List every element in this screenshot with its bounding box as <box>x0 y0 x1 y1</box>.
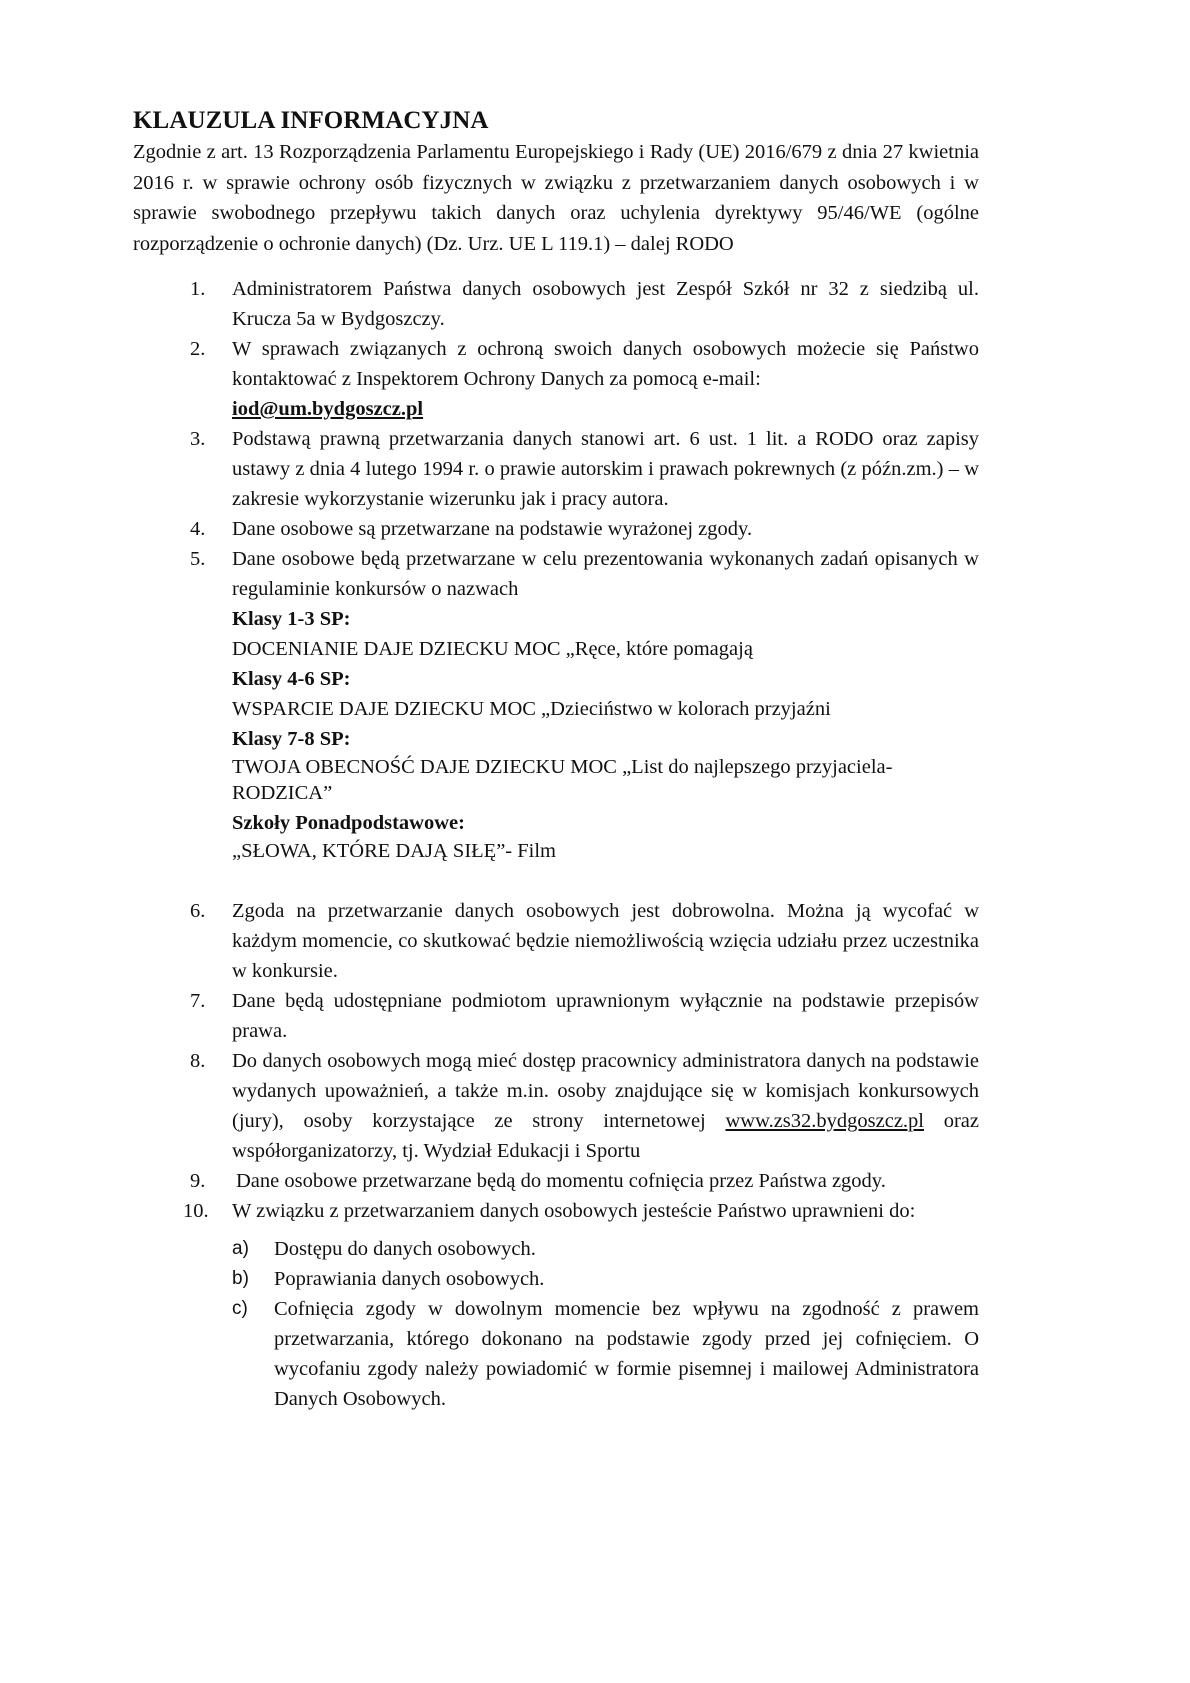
item-text: Dane osobowe będą przetwarzane w celu prezentowania wykonanych zadań opisanych w regulaminie konkursów o nazwach Klasy 1-3 SP: DOCENIANIE DAJE DZIECKU MOC „Ręce, które pomagają Klasy 4-6 SP: WSPARCIE DAJE DZIECKU MOC „Dzieciństwo w kolorach przyjaźni Klasy 7-8 SP: TWOJA OBECNOŚĆ DAJE DZIECKU MOC „List do najlepszego przyjaciela-RODZICA” Szkoły Ponadpodstawowe: „SŁOWA, KTÓRE DAJĄ SIŁĘ”- Film <box>232 544 979 866</box>
spacer <box>190 866 979 896</box>
item-text: Dane osobowe przetwarzane będą do momentu cofnięcia przez Państwa zgody. <box>236 1170 886 1192</box>
letter-marker: c) <box>232 1298 248 1319</box>
rights-item-a <box>232 1234 979 1264</box>
item-number: 5. <box>190 548 206 570</box>
item-text: Do danych osobowych mogą mieć dostęp pracownicy administratora danych na podstawie wydanych upoważnień, a także m.in. osoby znajdujące się w komisjach konkursowych (jury), osoby korzystające ze strony internetowej www.zs32.bydgoszcz.pl oraz współorganizatorzy, tj. Wydział Edukacji i Sportu <box>232 1050 979 1162</box>
list-item-2 <box>190 334 979 424</box>
item-number: 8. <box>190 1050 206 1072</box>
rights-text: Poprawiania danych osobowych. <box>274 1268 545 1290</box>
contest-group: Klasy 1-3 SP: <box>232 608 351 630</box>
item-number: 6. <box>190 900 206 922</box>
item-number: 2. <box>190 338 206 360</box>
intro-paragraph: Zgodnie z art. 13 Rozporządzenia Parlamentu Europejskiego i Rady (UE) 2016/679 z dnia 27 kwietnia 2016 r. w sprawie ochrony osób fizycznych w związku z przetwarzaniem danych osobowych i w sprawie swobodnego przepływu takich danych oraz uchylenia dyrektywy 95/46/WE (ogólne rozporządzenie o ochronie danych) (Dz. Urz. UE L 119.1) – dalej RODO <box>133 141 979 255</box>
list-item-5 <box>190 544 979 866</box>
contest-name: TWOJA OBECNOŚĆ DAJE DZIECKU MOC „List do najlepszego przyjaciela-RODZICA” <box>232 756 893 804</box>
list-item-4 <box>190 514 979 544</box>
item-text: W związku z przetwarzaniem danych osobowych jesteście Państwo uprawnieni do: <box>232 1200 916 1222</box>
item-number: 3. <box>190 428 206 450</box>
list-item-7 <box>190 986 979 1046</box>
contest-name: WSPARCIE DAJE DZIECKU MOC „Dzieciństwo w kolorach przyjaźni <box>232 698 831 720</box>
email-link[interactable]: iod@um.bydgoszcz.pl <box>232 398 424 420</box>
document-title: KLAUZULA INFORMACYJNA <box>133 107 489 134</box>
website-link[interactable]: www.zs32.bydgoszcz.pl <box>725 1110 924 1132</box>
item-text: Dane będą udostępniane podmiotom uprawnionym wyłącznie na podstawie przepisów prawa. <box>232 990 979 1042</box>
item-number: 10. <box>183 1200 209 1222</box>
contest-name: „SŁOWA, KTÓRE DAJĄ SIŁĘ”- Film <box>232 840 556 862</box>
list-item-8 <box>190 1046 979 1166</box>
contest-group: Klasy 7-8 SP: <box>232 728 351 750</box>
list-item-1 <box>190 274 979 334</box>
list-item-3 <box>190 424 979 514</box>
list-item-9 <box>190 1166 979 1196</box>
item-text: Dane osobowe są przetwarzane na podstawie wyrażonej zgody. <box>232 518 753 540</box>
item-text: W sprawach związanych z ochroną swoich danych osobowych możecie się Państwo kontaktować z Inspektorem Ochrony Danych za pomocą e-mail: iod@um.bydgoszcz.pl <box>232 338 979 420</box>
rights-list <box>232 1234 979 1414</box>
list-item-10 <box>183 1196 979 1226</box>
item-number: 7. <box>190 990 206 1012</box>
item-number: 1. <box>190 278 206 300</box>
item-text: Administratorem Państwa danych osobowych jest Zespół Szkół nr 32 z siedzibą ul. Krucza 5a w Bydgoszczy. <box>232 278 979 330</box>
contest-name: DOCENIANIE DAJE DZIECKU MOC „Ręce, które pomagają <box>232 638 753 660</box>
letter-marker: a) <box>232 1238 249 1259</box>
rights-text: Cofnięcia zgody w dowolnym momencie bez wpływu na zgodność z prawem przetwarzania, którego dokonano na podstawie zgody przed jej cofnięciem. O wycofaniu zgody należy powiadomić w formie pisemnej i mailowej Administratora Danych Osobowych. <box>274 1298 979 1410</box>
item-number: 9. <box>190 1170 206 1192</box>
contest-group: Klasy 4-6 SP: <box>232 668 351 690</box>
contest-group: Szkoły Ponadpodstawowe: <box>232 812 465 834</box>
item-text: Podstawą prawną przetwarzania danych stanowi art. 6 ust. 1 lit. a RODO oraz zapisy ustawy z dnia 4 lutego 1994 r. o prawie autorskim i prawach pokrewnych (z późn.zm.) – w zakresie wykorzystanie wizerunku jak i pracy autora. <box>232 428 979 510</box>
clause-list <box>183 274 979 1414</box>
letter-marker: b) <box>232 1268 249 1289</box>
item-text: Zgoda na przetwarzanie danych osobowych jest dobrowolna. Można ją wycofać w każdym momencie, co skutkować będzie niemożliwością wzięcia udziału przez uczestnika w konkursie. <box>232 900 979 982</box>
rights-item-b <box>232 1264 979 1294</box>
list-item-6 <box>190 896 979 986</box>
item-number: 4. <box>190 518 206 540</box>
rights-text: Dostępu do danych osobowych. <box>274 1238 536 1260</box>
rights-item-c <box>232 1294 979 1414</box>
